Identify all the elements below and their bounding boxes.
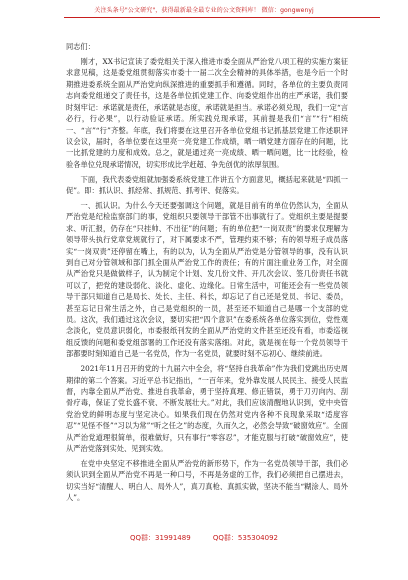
paragraph: 2021年11月召开的党的十九届六中全会，将“坚持自我革命”作为我们党跳出历史周期律的第二个答案。习近平总书记指出，“一百年来，党外靠发展人民民主、接受人民监督，内靠全面从严治党、推进自我革命，勇于坚持真理、修正错误，勇于刀刃向内、刮骨疗毒，保证了党长盛不衰、不断发展壮大。”对此，我们应该清醒地认识到，党中央管党治党的鲜明态度与坚定决心。如果我们现在仍然对党内各种不良现象采取“适度容忍”“见怪不怪”“习以为常”“听之任之”的态度，久而久之，必然会导致“破窗效应”。全面从严治党道理很简单，很难做好，只有事行“零容忍”，才能克服与打破“破窗效应”，使从严治党落到实处、见到实效。: [66, 364, 348, 454]
banner-rule: [64, 17, 380, 18]
salutation: 同志们：: [66, 42, 95, 51]
footer-qq-group-1: QQ群：31991489: [130, 534, 191, 542]
footer-qq-group-2: QQ群：535304092: [212, 534, 278, 542]
document-body: [66, 56, 348, 507]
paragraph: 一、抓认识。为什么今天还要强调这个问题，就是目前有的单位仍然认为，全面从严治党是纪检监察部门的事，党组织只要领导干部管不出事就行了。党组织主要是提要求、听汇报，仍存在“只挂帅、不出征”的问题；有的单位把“一岗双责”的要求仅理解为领导带头执行党章党规就行了，对下属要求不严，管理约束不够；有的领导班子成员落实“一岗双责”还停留在嘴上，有的以为，认为全面从严治党是分管领导的事，没有认识到自己对分管领域和部门抓全面从严治党工作的责任；有的片面注重业务工作，对全面从严治党只是做做样子，认为制定个计划、发几份文件、开几次会议、签几份责任书就可以了，把党的建设弱化、淡化、虚化、边缘化。日常生活中，可能还会有一些党员领导干部只知道自己是局长、处长、主任、科长，却忘记了自己还是党员、书记、委员，甚至忘记日常生活之外，自己是党组织的一员，甚至还不知道自己是哪一个支部的党员。这次，我们通过这次会议，要切实把“四个意识”在委系统各单位落实到位，党性观念淡化，党员意识弱化，市委报纸刊发的全面从严治党的文件甚至还没有看，市委巡视组反馈的问题和委党组部署的工作还没有落实落细。对此，就是视在每一个党员领导干部都要时刻知道自己是一名党员，作为一名党员，就要时刻不忘初心、继续前进。: [66, 200, 348, 359]
header-banner: 关注头条号"公文研究"，获得最新最全最专业的公文资料库！ 微信：gongwenyj: [94, 7, 314, 14]
paragraph: 下面，我代表委党组就加强委系统党建工作讲五个方面意见，概括起来就是“四抓一促”。即：抓认识、抓经常、抓规范、抓考评、促落实。: [66, 174, 348, 196]
footer: [0, 533, 408, 543]
paragraph: 刚才，XX书记宣读了委党组关于深入推进市委全面从严治党八项工程的实施方案征求意见稿，这是委党组贯彻落实市委十一届二次全会精神的具体举措，也是今后一个时期推进委系统全面从严治党向纵深推进的重要抓手和遵循。同时，各单位的主要负责同志向委党组递交了责任书，这是各单位抓党建工作、向委党组作出的庄严承诺，我们要时刻牢记：承诺就是责任，承诺就是态度，承诺就是担当。承诺必须兑现，我们一定“言必行，行必果”，以行动验证承诺。所实践兑现承诺，其前提是我们“言”“行”相统一、“言”“行”齐整。年底，我们将要在这里召开各单位党组书记抓基层党建工作述职评议会议，届时，各单位要在这里亮一亮党建工作成绩，晒一晒党建方面存在的问题，比一比抓党建的力度和成效。总之，就是通过亮一亮成绩、晒一晒问题，比一比经验，检验各单位兑现承诺情况，切实形成比学赶超、争先创优的浓厚氛围。: [66, 57, 348, 169]
paragraph: 在党中央坚定不移推进全面从严治党的新形势下，作为一名党员领导干部，我们必须认识到全面从严治党不再是一种口号，不再是务虚的工作，我们必须把自己摆进去，切实当好“清醒人、明白人、局外人”，真刀真枪、真抓实做，坚决不能当“糊涂人、局外人”。: [66, 458, 348, 503]
